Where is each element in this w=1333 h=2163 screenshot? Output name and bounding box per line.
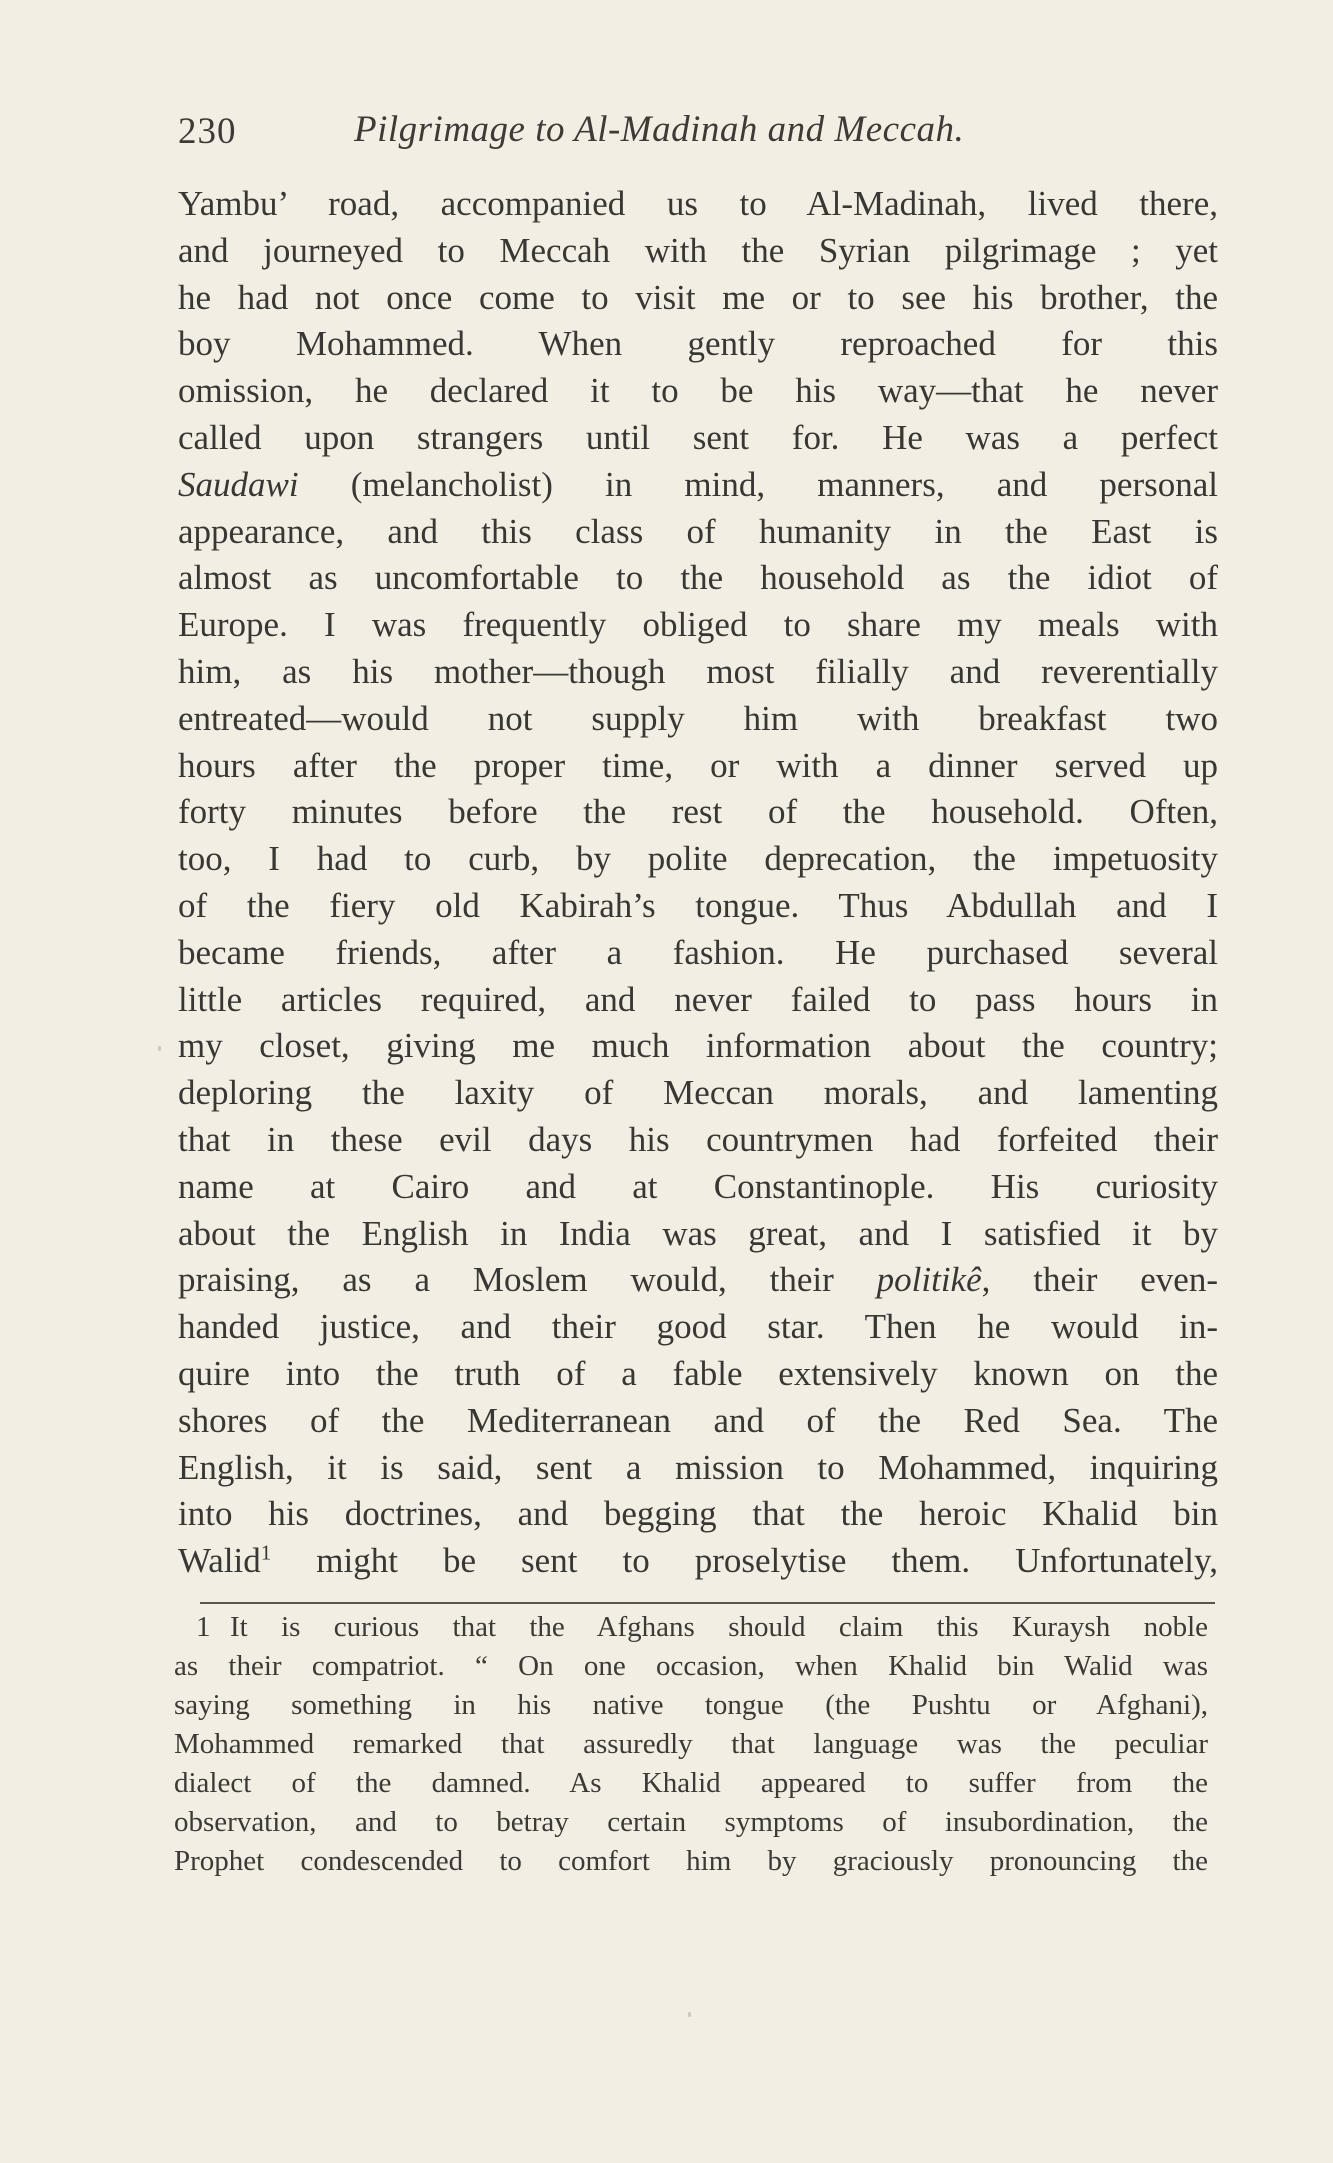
body-line-politike: praising, as a Moslem would, their politikê, their even- — [178, 1260, 1218, 1300]
body-line: almost as uncomfortable to the household as the idiot of — [178, 558, 1218, 598]
footnote-line: dialect of the damned. As Khalid appeared to suffer from the — [174, 1767, 1208, 1799]
footnote-line: as their compatriot. “ On one occasion, when Khalid bin Walid was — [174, 1650, 1208, 1682]
body-line-footnote-ref: Walid$^1$ might be sent to proselytise them. Unfortunately, — [178, 1540, 1218, 1581]
body-line: he had not once come to visit me or to see his brother, the — [178, 277, 1218, 317]
body-line: became friends, after a fashion. He purchased several — [178, 932, 1218, 972]
body-line: entreated—would not supply him with breakfast two — [178, 698, 1218, 738]
footnote-line — [174, 1608, 1208, 1647]
body-line: Europe. I was frequently obliged to share my meals with — [178, 605, 1218, 645]
page-number: 230 — [178, 111, 237, 152]
body-line: forty minutes before the rest of the household. Often, — [178, 792, 1218, 832]
italic-word-saudawi: Saudawi — [178, 464, 299, 504]
footnote-marker: 1 — [260, 1540, 272, 1565]
body-line: English, it is said, sent a mission to Mohammed, inquiring — [178, 1447, 1218, 1487]
body-line: too, I had to curb, by polite deprecation, the impetuosity — [178, 839, 1218, 879]
body-line: him, as his mother—though most filially and reverentially — [178, 651, 1218, 691]
body-line: into his doctrines, and begging that the heroic Khalid bin — [178, 1494, 1218, 1534]
footnotes — [174, 1608, 1208, 1881]
footnote-line: Mohammed remarked that assuredly that language was the peculiar — [174, 1728, 1208, 1760]
paper-speck — [158, 1046, 161, 1051]
body-line: called upon strangers until sent for. He was a perfect — [178, 417, 1218, 457]
body-line: my closet, giving me much information about the country; — [178, 1026, 1218, 1066]
body-line: shores of the Mediterranean and of the Red Sea. The — [178, 1400, 1218, 1440]
paper-speck — [688, 2012, 691, 2017]
body-line: about the English in India was great, and I satisfied it by — [178, 1213, 1218, 1253]
body-line: quire into the truth of a fable extensively known on the — [178, 1353, 1218, 1393]
body-text — [178, 181, 1218, 1585]
italic-word-politike: politikê — [876, 1260, 982, 1300]
body-line: that in these evil days his countrymen had forfeited their — [178, 1119, 1218, 1159]
body-line: name at Cairo and at Constantinople. His curiosity — [178, 1166, 1218, 1206]
footnote-line: saying something in his native tongue (the Pushtu or Afghani), — [174, 1689, 1208, 1721]
body-line: Yambu’ road, accompanied us to Al-Madinah, lived there, — [178, 184, 1218, 223]
footnote-rule — [200, 1602, 1215, 1604]
running-head: Pilgrimage to Al-Madinah and Meccah. — [354, 109, 965, 150]
body-line: and journeyed to Meccah with the Syrian pilgrimage ; yet — [178, 230, 1218, 270]
body-line: omission, he declared it to be his way—that he never — [178, 371, 1218, 411]
body-line: little articles required, and never failed to pass hours in — [178, 979, 1218, 1019]
footnote-line: observation, and to betray certain symptoms of insubordination, the — [174, 1806, 1208, 1838]
body-line: hours after the proper time, or with a dinner served up — [178, 745, 1218, 785]
footnote-number: 1 — [196, 1611, 211, 1643]
body-line: handed justice, and their good star. Then he would in- — [178, 1307, 1218, 1347]
body-line: of the fiery old Kabirah’s tongue. Thus Abdullah and I — [178, 885, 1218, 925]
footnote-text: It is curious that the Afghans should claim this Kuraysh noble — [230, 1611, 1208, 1643]
body-line: deploring the laxity of Meccan morals, and lamenting — [178, 1073, 1218, 1113]
page-header — [178, 104, 1218, 156]
body-line-saudawi: Saudawi (melancholist) in mind, manners, and personal — [178, 464, 1218, 504]
footnote-line: Prophet condescended to comfort him by graciously pronouncing the — [174, 1845, 1208, 1877]
body-line: appearance, and this class of humanity in the East is — [178, 511, 1218, 551]
body-line: boy Mohammed. When gently reproached for this — [178, 324, 1218, 364]
